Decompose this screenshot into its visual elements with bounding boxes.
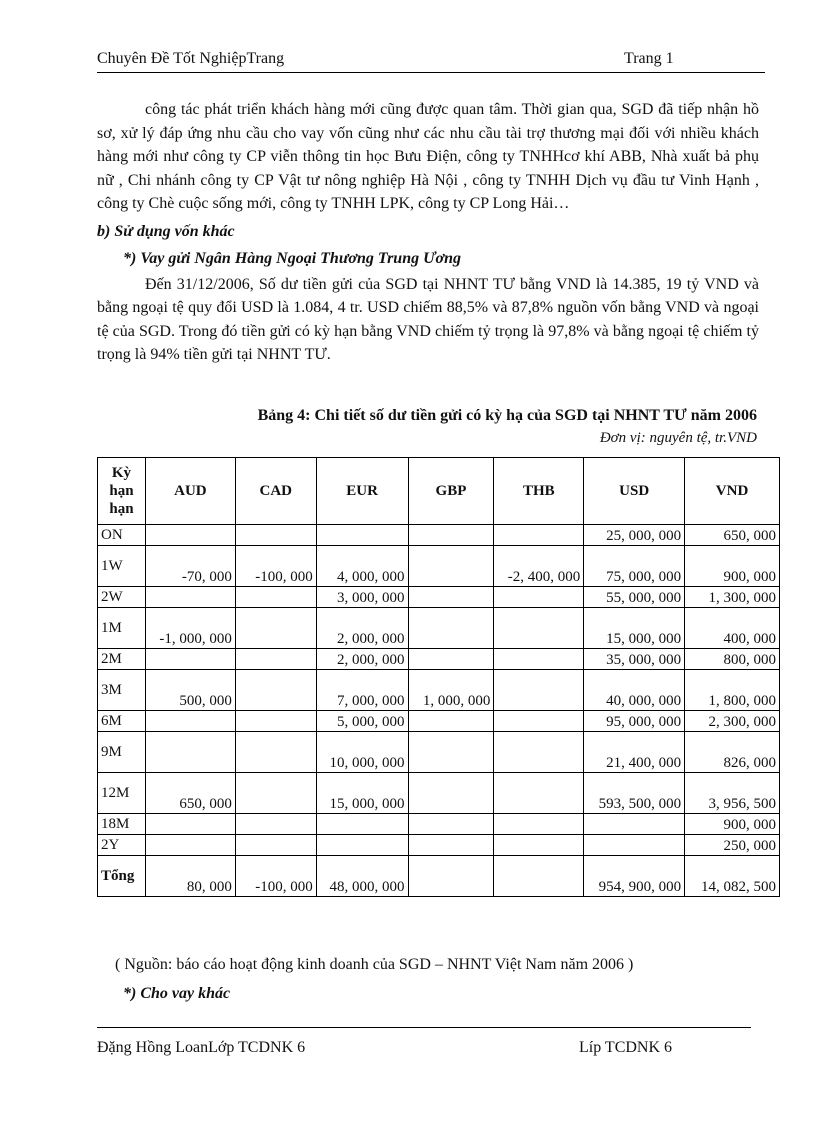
table-cell: 35, 000, 000 bbox=[584, 649, 685, 670]
table-cell bbox=[235, 835, 316, 856]
table-cell: 250, 000 bbox=[685, 835, 780, 856]
deposit-table bbox=[97, 457, 780, 897]
table-cell: 900, 000 bbox=[685, 814, 780, 835]
table-cell: 954, 900, 000 bbox=[584, 856, 685, 897]
table-cell: 900, 000 bbox=[685, 546, 780, 587]
header-cell: AUD bbox=[145, 458, 235, 525]
table-cell: 1, 300, 000 bbox=[685, 587, 780, 608]
table-row bbox=[98, 649, 780, 670]
table-cell bbox=[494, 732, 584, 773]
table-cell: 3, 956, 500 bbox=[685, 773, 780, 814]
table-cell bbox=[494, 587, 584, 608]
table-cell: 25, 000, 000 bbox=[584, 525, 685, 546]
table-row bbox=[98, 608, 780, 649]
table-row bbox=[98, 587, 780, 608]
table-cell bbox=[145, 525, 235, 546]
table-cell: 10, 000, 000 bbox=[316, 732, 408, 773]
table-cell: 400, 000 bbox=[685, 608, 780, 649]
table-cell: 95, 000, 000 bbox=[584, 711, 685, 732]
table-cell bbox=[494, 856, 584, 897]
table-cell: -2, 400, 000 bbox=[494, 546, 584, 587]
table-cell: 14, 082, 500 bbox=[685, 856, 780, 897]
table-cell: 7, 000, 000 bbox=[316, 670, 408, 711]
table-row bbox=[98, 670, 780, 711]
table-cell bbox=[494, 525, 584, 546]
header-title: Chuyên Đề Tốt NghiệpTrang bbox=[97, 50, 285, 67]
row-label-cell: 9M bbox=[98, 732, 146, 773]
table-row bbox=[98, 711, 780, 732]
table-cell bbox=[145, 649, 235, 670]
header-cell: CAD bbox=[235, 458, 316, 525]
table-cell bbox=[145, 835, 235, 856]
table-cell bbox=[235, 649, 316, 670]
table-cell bbox=[316, 525, 408, 546]
table-row bbox=[98, 546, 780, 587]
heading-cho-vay-khac: *) Cho vay khác bbox=[123, 985, 231, 1002]
table-cell bbox=[494, 649, 584, 670]
table-cell bbox=[408, 587, 494, 608]
table-row bbox=[98, 732, 780, 773]
table-cell bbox=[408, 856, 494, 897]
table-cell: 500, 000 bbox=[145, 670, 235, 711]
table-cell bbox=[494, 711, 584, 732]
table-cell: -1, 000, 000 bbox=[145, 608, 235, 649]
table-cell bbox=[408, 835, 494, 856]
row-label-cell: 18M bbox=[98, 814, 146, 835]
header-cell: USD bbox=[584, 458, 685, 525]
page-footer bbox=[97, 1027, 751, 1058]
table-cell: 800, 000 bbox=[685, 649, 780, 670]
table-cell bbox=[408, 546, 494, 587]
table-cell: 2, 300, 000 bbox=[685, 711, 780, 732]
row-label-cell: 6M bbox=[98, 711, 146, 732]
table-cell bbox=[408, 814, 494, 835]
table-cell: 1, 800, 000 bbox=[685, 670, 780, 711]
table-row bbox=[98, 856, 780, 897]
table-cell bbox=[235, 670, 316, 711]
table-cell bbox=[145, 587, 235, 608]
heading-sub: *) Vay gửi Ngân Hàng Ngoại Thương Trung Ương bbox=[123, 250, 461, 267]
table-cell bbox=[145, 732, 235, 773]
row-label-cell: 2M bbox=[98, 649, 146, 670]
table-cell: 593, 500, 000 bbox=[584, 773, 685, 814]
table-cell bbox=[584, 814, 685, 835]
table-cell bbox=[494, 670, 584, 711]
row-label-cell: 2Y bbox=[98, 835, 146, 856]
header-cell: EUR bbox=[316, 458, 408, 525]
table-cell: 80, 000 bbox=[145, 856, 235, 897]
header-cell: VND bbox=[685, 458, 780, 525]
table-row bbox=[98, 773, 780, 814]
row-label-cell: 1W bbox=[98, 546, 146, 587]
table-cell: 40, 000, 000 bbox=[584, 670, 685, 711]
table-row bbox=[98, 525, 780, 546]
table-title: Bảng 4: Chi tiết số dư tiền gửi có kỳ hạ của SGD tại NHNT TƯ năm 2006 bbox=[257, 407, 757, 424]
table-cell: 15, 000, 000 bbox=[316, 773, 408, 814]
header-cell: Kỳ hạn hạn bbox=[98, 458, 146, 525]
table-cell bbox=[235, 732, 316, 773]
table-cell bbox=[235, 814, 316, 835]
header-page-number: Trang 1 bbox=[624, 50, 674, 67]
table-cell bbox=[494, 608, 584, 649]
table-cell bbox=[494, 773, 584, 814]
table-cell bbox=[316, 835, 408, 856]
header-cell: THB bbox=[494, 458, 584, 525]
table-cell: 4, 000, 000 bbox=[316, 546, 408, 587]
table-cell: 75, 000, 000 bbox=[584, 546, 685, 587]
table-cell bbox=[408, 773, 494, 814]
table-cell bbox=[408, 732, 494, 773]
table-cell: 2, 000, 000 bbox=[316, 608, 408, 649]
table-cell: -100, 000 bbox=[235, 856, 316, 897]
table-row bbox=[98, 835, 780, 856]
table-cell bbox=[316, 814, 408, 835]
table-cell: -70, 000 bbox=[145, 546, 235, 587]
table-unit: Đơn vị: nguyên tệ, tr.VND bbox=[599, 430, 757, 446]
table-header-row bbox=[98, 458, 780, 525]
table-cell: 15, 000, 000 bbox=[584, 608, 685, 649]
table-cell bbox=[235, 711, 316, 732]
table-cell: 826, 000 bbox=[685, 732, 780, 773]
table-row bbox=[98, 814, 780, 835]
heading-b: b) Sử dụng vốn khác bbox=[97, 222, 235, 240]
table-cell bbox=[235, 587, 316, 608]
table-cell bbox=[494, 835, 584, 856]
table-cell bbox=[494, 814, 584, 835]
paragraph-1: công tác phát triển khách hàng mới cũng được quan tâm. Thời gian qua, SGD đã tiếp nhận hồ sơ, xử lý đáp ứng nhu cầu cho vay vốn cũng như các nhu cầu tài trợ thương mại đối với nhiều khách hàng mới như công ty CP viễn thông tin học Bưu Điện, công ty TNHHcơ khí ABB, Nhà xuất bả phụ nữ , Chi nhánh công ty CP Vật tư nông nghiệp Hà Nội , công ty TNHH Dịch vụ đầu tư Vinh Hạnh , công ty Chè cuộc sống mới, công ty TNHH LPK, công ty CP Long Hải… bbox=[97, 101, 759, 212]
table-cell: 48, 000, 000 bbox=[316, 856, 408, 897]
table-cell: 5, 000, 000 bbox=[316, 711, 408, 732]
table-cell bbox=[145, 814, 235, 835]
row-label-cell: Tổng bbox=[98, 856, 146, 897]
table-cell: 650, 000 bbox=[685, 525, 780, 546]
table-source: ( Nguồn: báo cáo hoạt động kinh doanh của SGD – NHNT Việt Nam năm 2006 ) bbox=[115, 956, 634, 973]
row-label-cell: 2W bbox=[98, 587, 146, 608]
table-cell bbox=[584, 835, 685, 856]
row-label-cell: 1M bbox=[98, 608, 146, 649]
table-cell: 3, 000, 000 bbox=[316, 587, 408, 608]
table-cell: -100, 000 bbox=[235, 546, 316, 587]
footer-class: Líp TCDNK 6 bbox=[579, 1039, 673, 1056]
table-cell: 2, 000, 000 bbox=[316, 649, 408, 670]
footer-author: Đặng Hồng LoanLớp TCDNK 6 bbox=[97, 1039, 306, 1056]
paragraph-2: Đến 31/12/2006, Số dư tiền gửi của SGD tại NHNT TƯ bằng VND là 14.385, 19 tỷ VND và bằng ngoại tệ quy đổi USD là 1.084, 4 tr. USD chiếm 88,5% và 87,8% nguồn vốn bằng VND và ngoại tệ của SGD. Trong đó tiền gửi có kỳ hạn bằng VND chiếm tỷ trọng là 97,8% và bằng ngoại tệ chiếm tỷ trọng là 94% tiền gửi tại NHNT TƯ. bbox=[97, 275, 759, 363]
row-label-cell: 3M bbox=[98, 670, 146, 711]
table-cell: 21, 400, 000 bbox=[584, 732, 685, 773]
header-cell: GBP bbox=[408, 458, 494, 525]
table-cell: 650, 000 bbox=[145, 773, 235, 814]
table-cell bbox=[235, 773, 316, 814]
table-cell bbox=[408, 711, 494, 732]
body-text bbox=[97, 98, 759, 367]
row-label-cell: 12M bbox=[98, 773, 146, 814]
row-label-cell: ON bbox=[98, 525, 146, 546]
page-header bbox=[97, 50, 765, 73]
table-cell bbox=[408, 608, 494, 649]
table-cell: 55, 000, 000 bbox=[584, 587, 685, 608]
table-cell bbox=[408, 649, 494, 670]
table-cell bbox=[235, 525, 316, 546]
table-cell bbox=[145, 711, 235, 732]
table-cell bbox=[408, 525, 494, 546]
table-cell: 1, 000, 000 bbox=[408, 670, 494, 711]
table-cell bbox=[235, 608, 316, 649]
